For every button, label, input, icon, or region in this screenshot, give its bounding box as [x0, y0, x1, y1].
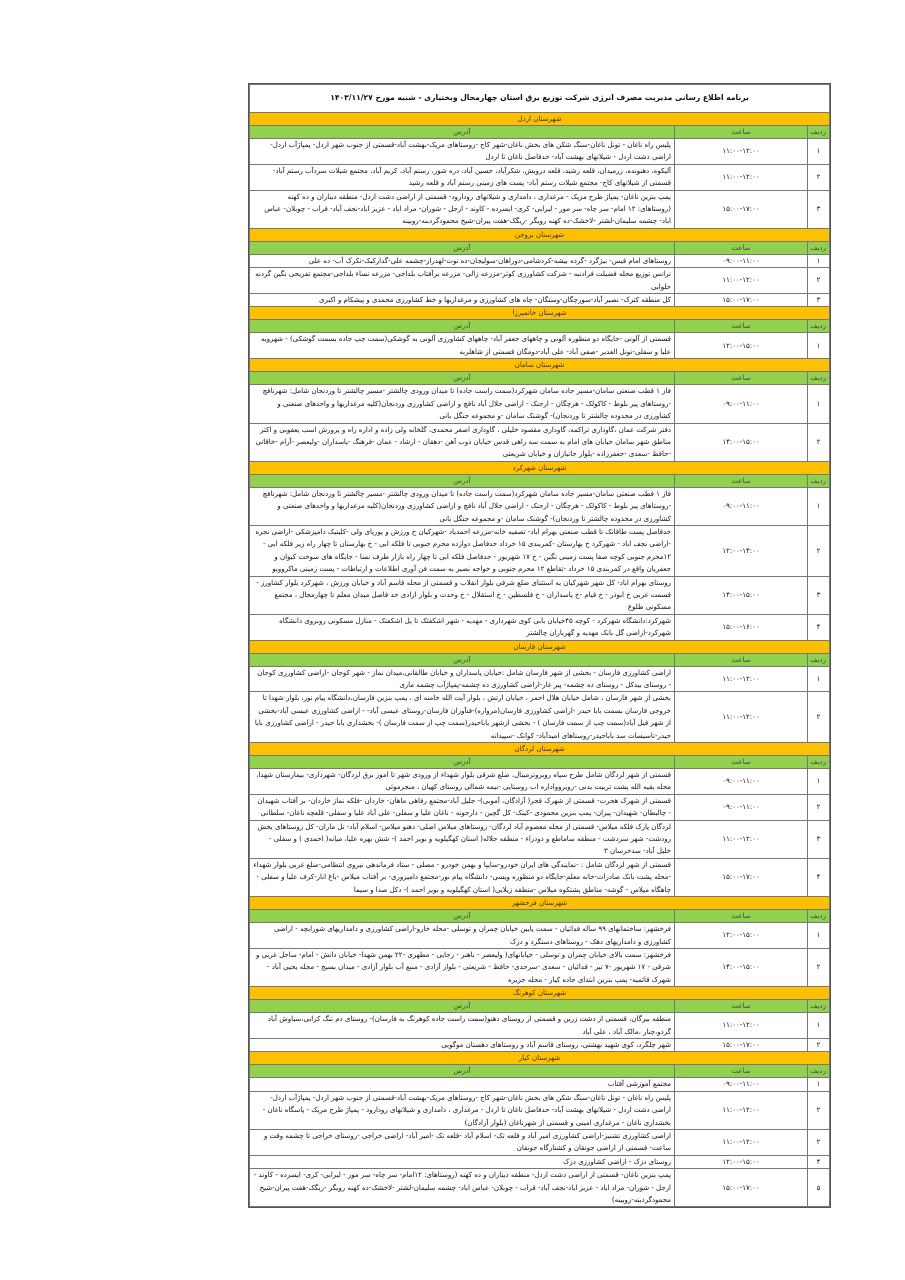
table-row: [250, 820, 830, 858]
county-name: شهرستان فارسان: [250, 640, 830, 653]
outage-address: لردگان پارک فلکه میلاس- قسمتی از محله معصوم آباد لردگان- روستاهای میلاس اصلی- دهنو میلاس- اسلام آباد- تل ماران- کل روستاهای بخش رودشت- شهر سردشت - منطقه ساماطع و دودراء - منطقه جلاله( استان کهگیلویه و بویر احمد )- شش بهره علیا، میانه( احمدی ) و سفلی - خلیل آباد- سدخرسان ۳: [250, 820, 675, 858]
header-time: ساعت: [675, 653, 808, 666]
table-row: [250, 794, 830, 820]
outage-time: ۱۱:۰۰-۱۲:۰۰: [675, 820, 808, 858]
outage-address: دفتر شرکت عمان ،گاوداری تراکمه، گاوداری مقصود خلیلی ، گاوداری اصغر محمدی، گلخانه ولی زاده و اداره راه و پرورش اسب یعقوبی و اکثر مناطق شهر سامان خیابان های امام به سمت سه راهی قدس خیابان ذوب آهن -دهقان - ارشاد - عمان -فرهنگ -پاسداران -ولیعصر -آرام -خاقانی -حافظ -سعدی -جعفرزاده -بلوار جانبازان و خیابان شریعتی: [250, 423, 675, 461]
table-row: [250, 190, 830, 228]
column-header-row: [250, 910, 830, 923]
outage-time: ۱۴:۰۰-۱۵:۰۰: [675, 423, 808, 461]
outage-time: ۰۹:۰۰-۱۱:۰۰: [675, 254, 808, 267]
row-number: ۱: [808, 333, 830, 359]
outage-time: ۱۵:۰۰-۱۷:۰۰: [675, 294, 808, 307]
header-address: آدرس: [250, 372, 675, 385]
outage-address: قسمتی از شهرک هجرت- قسمتی از شهرک فجر( آزادگان، آموبی)- جلیل آباد-مجتمع رفاهی ماهان- خاردان -فلکه نماز خاردان- بر آفتاب شهیدان - چالبطان- شهیدان- پیران- پمپ بنزین محمودی -کینک- کل گچین - دارجونه - ناغان علیا و سفلی- علی آباد علیا و سفلی- قلعچه ناغان- سلطانی: [250, 794, 675, 820]
row-number: ۲: [808, 1091, 830, 1129]
county-name: شهرستان فرخشهر: [250, 897, 830, 910]
row-number: ۲: [808, 794, 830, 820]
outage-address: روستای بهرام اباد- کل شهر شهرکیان به استثنای ضلع شرقی بلوار انقلاب و قسمتی از محله قاسم آباد و خیابان ورزش ، شهرکرد بلوار کشاورز - قسمت غربی خ ابوذر - خ قیام -خ پاسداران - خ فلسطین - خ استقلال - خ وحدت و بلوار ازادی حد فاصل میدان معلم تا چهارمحال ، مجتمع مسکونی طلوع: [250, 576, 675, 614]
outage-time: ۱۱:۰۰-۱۲:۰۰: [675, 164, 808, 190]
row-number: ۱: [808, 254, 830, 267]
column-header-row: [250, 241, 830, 254]
table-row: [250, 164, 830, 190]
header-time: ساعت: [675, 910, 808, 923]
outage-address: مجتمع آموزشی آفتاب: [250, 1078, 675, 1091]
outage-address: شهرکرد:دانشگاه شهرکرد - کوچه ۴۵خیابان بابی کوی شهرداری - مهدیه - شهر اشکفتک تا پل اشکفتک - منازل مسکونی روبروی دانشگاه شهرکرد-اراضی گل بانک مهدیه و گهرباران چالشتر: [250, 614, 675, 640]
row-number: ۲: [808, 1038, 830, 1051]
table-row: [250, 769, 830, 795]
header-address: آدرس: [250, 653, 675, 666]
outage-time: ۱۵:۰۰-۱۶:۰۰: [675, 614, 808, 640]
county-section-header: [250, 640, 830, 653]
county-name: شهرستان کوهرنگ: [250, 987, 830, 1000]
table-row: [250, 268, 830, 294]
outage-address: کل منطقه کترک- نصیر آباد-سورچگان-وستگان- چاه های کشاورزی و مرغداریها و خط کشاورزی محمدی و پیشکام و اکبری: [250, 294, 675, 307]
outage-time: ۱۲:۰۰-۱۵:۰۰: [675, 1155, 808, 1168]
row-number: ۲: [808, 164, 830, 190]
table-row: [250, 385, 830, 423]
county-name: شهرستان اردل: [250, 113, 830, 126]
outage-address: ترانس توزیع محله فضیلت فرادنبه - شرکت کشاورزی کوثر-مزرعه زالی- مزرعه برآفتاب بلداجی- مزرعه نساء بلداجی-مجتمع تفریحی نگین گردنه حلوایی: [250, 268, 675, 294]
header-time: ساعت: [675, 1000, 808, 1013]
header-row-number: ردیف: [808, 1000, 830, 1013]
row-number: ۴: [808, 1155, 830, 1168]
header-time: ساعت: [675, 241, 808, 254]
outage-address: حدفاصل پست طاقانک تا قطب صنعتی بهرام اباد- تصفیه خانه-مزرعه احمدیاد -شهرکیان خ ورزش و پوریای ولی -کلینیک دامپزشکی -اراضی نجره -اراضی نجف اباد - شهرکرد خ بهارستان -کمربندی ۱۵ خرداد حدفاصل دوازده محرم جنوبی تا فلکه ابی - خ بهارستان تا چهار راه زیر فلکه ابی - ۱۲محرم جنوبی کوچه صفا پست زمینی نگین - خ ۱۷ شهریور - حدفاصل فلکه ابی تا چهار راه بازار طرف نسا - جایگاه های سوخت کیوان و جعفریان واقع در کمربندی ۱۵ خرداد -تقاطع ۱۲ محرم جنوبی و خواجه نصیر به سمت فن آوری اطلاعات و ارتباطات - پست زمینی ماکروویو: [250, 525, 675, 576]
column-header-row: [250, 126, 830, 139]
row-number: ۱: [808, 666, 830, 692]
row-number: ۲: [808, 948, 830, 986]
row-number: ۲: [808, 1129, 830, 1155]
header-time: ساعت: [675, 474, 808, 487]
table-row: [250, 525, 830, 576]
table-row: [250, 139, 830, 165]
outage-time: ۰۹:۰۰-۱۱:۰۰: [675, 794, 808, 820]
outage-time: ۱۵:۰۰-۱۷:۰۰: [675, 1038, 808, 1051]
outage-address: فرخشهر: ساختمانهای ۹۹ ساله فدائیان - سمت پایین خیابان چمران و توسلی -محله خارو-اراضی کشاورزی و دامداریهای شورابچه - اراضی کشاورزی و دامداریهای دهک - روستاهای دستگرد و دزک: [250, 923, 675, 949]
county-section-header: [250, 1052, 830, 1065]
outage-time: ۱۲:۰۰-۱۵:۰۰: [675, 333, 808, 359]
row-number: ۱: [808, 923, 830, 949]
table-row: [250, 1155, 830, 1168]
table-row: [250, 1078, 830, 1091]
outage-time: ۱۱:۰۰-۱۲:۰۰: [675, 666, 808, 692]
outage-schedule-document: [248, 83, 831, 1208]
county-name: شهرستان خانمیرزا: [250, 307, 830, 320]
outage-time: ۱۴:۰۰-۱۵:۰۰: [675, 948, 808, 986]
outage-address: پمپ بنزین ناغان- قسمتی از اراضی دشت اردل- منطقه دیناران و ده کهنه (روستاهای: ۱۲امام- سر چاه- سر مور - لیرابی- کری- ایسرده - کاوند - ارجل - شوران- مراد اباد - عزیز اباد-نجف آباد- قراب - چوبلان- عباس اباد- چشمه سلیمان-لشتر -لاخشک-ده کهنه رویگر -ریگک-هفت پیران-شیخ محمودگردبنه-روبینه): [250, 1169, 675, 1207]
outage-address: پلیس راه ناغان - تونل ناغان-سنگ شکن های بخش ناغان-شهر کاج -روستاهای مریک-بهشت آباد-قسمتی از جنوب شهر اردل- پمپاژآب اردل- اراضی دشت اردل - شیلاتهای بهشت آباد- حدفاصل ناغان تا اردل: [250, 139, 675, 165]
outage-time: ۱۱:۰۰-۱۲:۰۰: [675, 692, 808, 743]
county-name: شهرستان کیار: [250, 1052, 830, 1065]
row-number: ۳: [808, 190, 830, 228]
outage-time: ۱۱:۰۰-۱۲:۰۰: [675, 1129, 808, 1155]
column-header-row: [250, 1000, 830, 1013]
document-title: برنامه اطلاع رسانی مدیریت مصرف انرژی شرکت توزیع برق استان چهارمحال وبختیاری - شنبه مورخ ۱۴۰۳/۱۱/۲۷: [250, 85, 830, 113]
schedule-table: [249, 84, 830, 1207]
column-header-row: [250, 756, 830, 769]
outage-address: اراضی کشاورزی تشنیز-اراضی کشاورزی امیر آباد و قلعه تک- اسلام آباد -قلعه تک -امیر آباد- اراضی خراجی -روستای خراجی تا چشمه وقت و ساعت- قسمتی از اراضی جونقان و کشتارگاه جونقان: [250, 1129, 675, 1155]
county-section-header: [250, 307, 830, 320]
header-row-number: ردیف: [808, 372, 830, 385]
outage-address: آلیکوه، دهنونده، زرمیدان، قلعه رشید، قلعه درویش، شکرآباد، حسین آباد، دره شور، رستم آباد، کریم آباد، مجتمع شیلات سردآب رستم آباد-قسمتی از شیلاتهای کاج- مجتمع شیلات رستم آباد- پست های زمینی رستم آباد و قلعه رشید: [250, 164, 675, 190]
table-row: [250, 333, 830, 359]
outage-address: فرخشهر: سمت بالای خیابان چمران و توسلی - خیابانهای( ولیعصر - باهنر - رجایی - مطهری -۲۲ بهمن شهدا- خیابان دانش - امام- ساحل غربی و شرقی - ۱۷ شهریور -۷ تیر - فدائیان - سعدی -سرحدی- حافظ - شریعتی - بلوار آزادی - منبع آب بلوار آزادی - میدان بسیج - محله یحیی آباد - شهرک قائمیه- پمپ بنزین ابتدای جاده کیار - محله جزیره: [250, 948, 675, 986]
title-row: [250, 85, 830, 113]
column-header-row: [250, 372, 830, 385]
county-name: شهرستان بروجن: [250, 228, 830, 241]
row-number: ۱: [808, 487, 830, 525]
county-section-header: [250, 987, 830, 1000]
row-number: ۱: [808, 139, 830, 165]
row-number: ۳: [808, 820, 830, 858]
outage-address: قسمتی از شهر لردگان شامل : -نمایندگی های ایران خودرو-سایپا و بهمن خودرو - مصلی - ستاد فرماندهی نیروی انتظامی-ضلع غربی بلوار شهداء -محله پشت بانک صادرات-خانه معلم-جایگاه دو منظوره ویسی- دانشگاه پیام نور-مجتمع دامپروری- بر آفتاب میلاس -باغ انار-کرف علیا و سفلی - چاهگاه میلاس - گوشه- مناطق پشتکوه میلاس -منطقه زیلایی( استان کهگیلویه و بویر احمد )- دکل صدا و سیما: [250, 858, 675, 896]
county-section-header: [250, 113, 830, 126]
column-header-row: [250, 1065, 830, 1078]
outage-time: ۱۲:۰۰-۱۴:۰۰: [675, 525, 808, 576]
outage-address: پلیس راه ناغان - تونل ناغان-سنگ شکن های بخش ناغان-شهر کاج -روستاهای مریک-بهشت آباد-قسمتی از جنوب شهر اردل- پمپاژآب اردل- اراضی دشت اردل - شیلاتهای بهشت آباد- حدفاصل ناغان تا اردل - مرغداری ، دامداری و شیلاتهای رودارود - پمپاژ طرح مریک - پاسگاه ناغان - بخشداری ناغان - مرغداری امینی و قسمتی از شهرناغان (بلوار آزادگان): [250, 1091, 675, 1129]
table-row: [250, 614, 830, 640]
row-number: ۳: [808, 576, 830, 614]
county-section-header: [250, 897, 830, 910]
table-row: [250, 948, 830, 986]
outage-time: ۱۴:۰۰-۱۵:۰۰: [675, 576, 808, 614]
row-number: ۲: [808, 423, 830, 461]
outage-time: ۰۹:۰۰-۱۱:۰۰: [675, 385, 808, 423]
header-row-number: ردیف: [808, 756, 830, 769]
header-address: آدرس: [250, 1065, 675, 1078]
header-address: آدرس: [250, 1000, 675, 1013]
header-time: ساعت: [675, 372, 808, 385]
header-row-number: ردیف: [808, 910, 830, 923]
header-address: آدرس: [250, 910, 675, 923]
outage-address: فاز ۱ قطب صنعتی سامان-مسیر جاده سامان شهرکرد(سمت راست جاده) تا میدان ورودی چالشتر -مسیر چالشتر تا وردنجان شامل: شهرنافچ -روستاهای پیر بلوط - کاکولک - هرچگان - ارجنک - اراضی جلال آباد نافچ و اراضی کشاورزی وردنجان(کلیه مرغداریها و واحدهای صنعتی و کشاورزی در محدوده چالشتر تا وردنجان)- گوشنک سامان -و مجموعه جنگل بانی: [250, 487, 675, 525]
header-row-number: ردیف: [808, 1065, 830, 1078]
header-address: آدرس: [250, 474, 675, 487]
outage-address: روستای دزک - اراضی کشاورزی دزک: [250, 1155, 675, 1168]
row-number: ۱: [808, 385, 830, 423]
outage-address: قسمتی از شهر لردگان شامل طرح سپاه روبروترمینال، ضلع شرقی بلوار شهداء از ورودی شهر تا امور برق لردگان- شهرداری- بیمارستان شهدا، محله بقیه الله پشت تربیت بدنی -روبروواداره اب روستایی -نیمه شمالی روستای کهیان ، منجرموئی: [250, 769, 675, 795]
outage-address: پمپ بنزین ناغان- پمپاژ طرح مریک - مرغداری ، دامداری و شیلاتهای رودارود- قسمتی از اراضی دشت اردل- منطقه دیناران و ده کهنه (روستاهای: ۱۲ امام- سر چاه- سر مور - لیرابی- کری- ایسرده - کاوند - ارجل - شوران- مراد اباد - عزیز اباد-نجف آباد- قراب - چوبلان- عباس اباد- چشمه سلیمان-لشتر -لاخشک-ده کهنه رویگر -ریگک-هفت پیران-شیخ محمودگردبنه-روبینه: [250, 190, 675, 228]
outage-address: منطقه بیرگان، قسمتی از دشت زرین و قسمتی از روستای دهنو(سمت راست جاده کوهرنگ به فارسان)- روستای دم تنگ کرابی،سیاوش آباد گردو،چنار ،مالک آباد ، علی آباد: [250, 1013, 675, 1039]
table-row: [250, 576, 830, 614]
header-address: آدرس: [250, 241, 675, 254]
outage-time: ۱۵:۰۰-۱۷:۰۰: [675, 1169, 808, 1207]
header-address: آدرس: [250, 320, 675, 333]
header-time: ساعت: [675, 126, 808, 139]
outage-time: ۱۱:۰۰-۱۲:۰۰: [675, 139, 808, 165]
header-address: آدرس: [250, 756, 675, 769]
outage-address: فاز ۱ قطب صنعتی سامان-مسیر جاده سامان شهرکرد(سمت راست جاده) تا میدان ورودی چالشتر -مسیر چالشتر تا وردنجان شامل: شهرنافچ -روستاهای پیر بلوط - کاکولک - هرچگان - ارجنک - اراضی جلال آباد نافچ و اراضی کشاورزی وردنجان(کلیه مرغداریها و واحدهای صنعتی و کشاورزی در محدوده چالشتر تا وردنجان)- گوشنک سامان -و مجموعه جنگل بانی: [250, 385, 675, 423]
row-number: ۴: [808, 614, 830, 640]
outage-time: ۱۱:۰۰-۱۲:۰۰: [675, 1013, 808, 1039]
outage-address: اراضی کشاورزی فارسان - بخشی از شهر فارسان شامل :خیابان پاسداران و خیابان طالقانی،میدان نماز - شهر کوجان -اراضی کشاورزی کوجان - روستای بیدکل - روستای ده چشمه- پیر غار-اراضی کشاورزی ده چشمه-پمپاژآب چشمه ماری: [250, 666, 675, 692]
county-section-header: [250, 228, 830, 241]
row-number: ۱: [808, 1013, 830, 1039]
header-row-number: ردیف: [808, 474, 830, 487]
row-number: ۲: [808, 692, 830, 743]
header-time: ساعت: [675, 1065, 808, 1078]
outage-time: ۱۲:۰۰-۱۵:۰۰: [675, 923, 808, 949]
header-row-number: ردیف: [808, 653, 830, 666]
table-row: [250, 254, 830, 267]
outage-time: ۱۵:۰۰-۱۷:۰۰: [675, 858, 808, 896]
row-number: ۴: [808, 858, 830, 896]
county-section-header: [250, 461, 830, 474]
table-row: [250, 487, 830, 525]
outage-time: ۰۹:۰۰-۱۱:۰۰: [675, 1078, 808, 1091]
row-number: ۳: [808, 294, 830, 307]
row-number: ۱: [808, 769, 830, 795]
table-row: [250, 666, 830, 692]
table-row: [250, 692, 830, 743]
table-row: [250, 923, 830, 949]
header-time: ساعت: [675, 756, 808, 769]
header-row-number: ردیف: [808, 241, 830, 254]
outage-time: ۱۱:۰۰-۱۲:۰۰: [675, 1091, 808, 1129]
county-name: شهرستان سامان: [250, 359, 830, 372]
table-row: [250, 1038, 830, 1051]
outage-address: روستاهای امام قیس- بیژگرد -گرده بیشه-کردشامی-دوراهان-سولیجان-ده توت-لهدراز-چشمه علی-گدارکبک-تکرک آب- ده علی: [250, 254, 675, 267]
table-row: [250, 1013, 830, 1039]
table-row: [250, 1169, 830, 1207]
row-number: ۲: [808, 268, 830, 294]
column-header-row: [250, 320, 830, 333]
outage-address: شهر چلگرد، کوی شهید بهشتی، روستای قاسم آباد و روستاهای دهستان موگویی: [250, 1038, 675, 1051]
outage-address: قسمتی از آلونی -جایگاه دو منظوره آلونی و چاههای جعفر آباد- چاههای کشاورزی آلونی به گوشکی(سمت چپ جاده بسمت گوشکی) - شهرویه علیا و سفلی-تونل الغدیر -صفی آباد- علی آباد-دومگان قسمتی از شاهلربه: [250, 333, 675, 359]
outage-address: بخشی از شهر فارسان ، شامل خیابان هلال احمر ، خیابان ارتش ، بلوار آیت الله خامنه ای ، پمپ بنزین فارسان،دانشگاه پیام نور، بلوار شهدا تا خروجی فارسان بسمت بابا حیدر -اراضی کشاورزی فارسان(مرواره)-فنآوران فارسان-روستای عیسی آباد- - اراضی کشاورزی عیسی آباد-بخشی از شهر فیل آباد(سمت چپ از سمت فارسان ) - بخشی ازشهر باباحیدر(سمت چپ از سمت فارسان )- بخشداری بابا حیدر - اراضی کشاورزی بابا حیدر-تاسیسات سد باباحیدر-روستاهای امیدآباد- کوانک -سپیدانه: [250, 692, 675, 743]
row-number: ۲: [808, 525, 830, 576]
column-header-row: [250, 653, 830, 666]
table-row: [250, 294, 830, 307]
county-name: شهرستان لردگان: [250, 743, 830, 756]
outage-time: ۰۹:۰۰-۱۱:۰۰: [675, 487, 808, 525]
table-row: [250, 1091, 830, 1129]
table-row: [250, 1129, 830, 1155]
outage-time: ۰۹:۰۰-۱۱:۰۰: [675, 769, 808, 795]
row-number: ۱: [808, 1078, 830, 1091]
outage-time: ۱۵:۰۰-۱۷:۰۰: [675, 190, 808, 228]
header-address: آدرس: [250, 126, 675, 139]
county-section-header: [250, 359, 830, 372]
header-time: ساعت: [675, 320, 808, 333]
header-row-number: ردیف: [808, 126, 830, 139]
county-name: شهرستان شهرکرد: [250, 461, 830, 474]
table-row: [250, 858, 830, 896]
header-row-number: ردیف: [808, 320, 830, 333]
outage-time: ۱۱:۰۰-۱۲:۰۰: [675, 268, 808, 294]
column-header-row: [250, 474, 830, 487]
row-number: ۵: [808, 1169, 830, 1207]
table-row: [250, 423, 830, 461]
county-section-header: [250, 743, 830, 756]
